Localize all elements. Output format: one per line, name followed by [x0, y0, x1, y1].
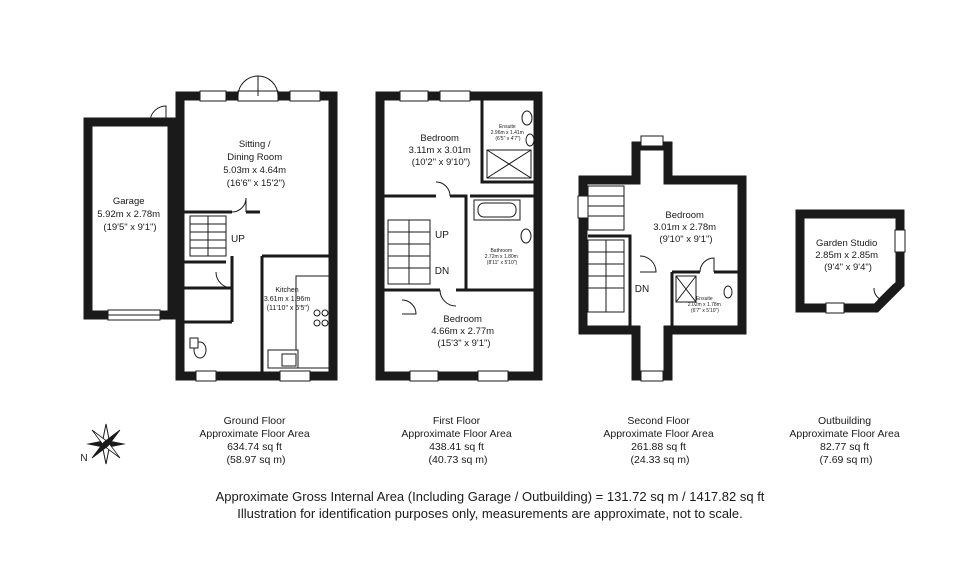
garage-imperial: (19'5" x 9'1") [103, 222, 157, 233]
second-sqft: 261.88 sq ft [631, 441, 686, 453]
first-bedroom1-label [409, 133, 474, 168]
ff-ensuite-imperial: (6'5" x 4'7") [495, 136, 521, 142]
ground-stairs [190, 216, 245, 256]
outbuilding-sqft: 82.77 sq ft [820, 441, 870, 453]
compass-rose-icon [86, 424, 126, 464]
first-floor-caption [401, 415, 514, 466]
garage-metric: 5.92m x 2.78m [97, 209, 161, 220]
studio-walls [800, 214, 900, 308]
gross-area-note: Approximate Gross Internal Area (Including Garage / Outbuilding) = 131.72 sq m / 1417.82 sq ft [215, 489, 765, 504]
sf-ensuite-metric: 2.02m x 1.78m [687, 302, 721, 308]
second-floor-plan [578, 136, 742, 381]
ff-bath-name: Bathroom [490, 248, 513, 254]
outbuilding-title: Outbuilding [817, 415, 872, 427]
ground-sqft: 634.74 sq ft [227, 441, 282, 453]
sf-bed-metric: 3.01m x 2.78m [653, 222, 717, 233]
sitting-name-2: Dining Room [227, 152, 283, 163]
outbuilding-area-label: Approximate Floor Area [789, 428, 900, 440]
ff-bed2-imperial: (15'3" x 9'1") [437, 338, 491, 349]
first-area-label: Approximate Floor Area [401, 428, 512, 440]
ground-sqm: (58.97 sq m) [226, 454, 286, 466]
outbuilding-caption [789, 415, 902, 466]
studio-metric: 2.85m x 2.85m [815, 250, 879, 261]
ff-bed1-metric: 3.11m x 3.01m [408, 145, 471, 156]
ff-ensuite-name: Ensuite [498, 124, 516, 130]
sitting-room-label [223, 139, 288, 189]
disclaimer-note: Illustration for identification purposes only, measurements are approximate, not to scale. [237, 506, 743, 521]
studio-imperial: (9'4" x 9'4") [824, 262, 872, 273]
first-sqm: (40.73 sq m) [428, 454, 488, 466]
ground-up-label: UP [231, 234, 245, 245]
kitchen-imperial: (11'10" x 6'5") [266, 305, 310, 312]
ff-bed2-metric: 4.66m x 2.77m [431, 326, 495, 337]
second-floor-caption [603, 415, 716, 466]
sf-ensuite-imperial: (6'7" x 5'10") [691, 308, 719, 314]
ground-title: Ground Floor [223, 415, 286, 427]
first-ensuite-label [491, 124, 525, 142]
sf-bed-imperial: (9'10" x 9'1") [659, 234, 713, 245]
kitchen-metric: 3.61m x 1.96m [263, 296, 311, 303]
studio-name: Garden Studio [816, 238, 878, 249]
sitting-name-1: Sitting / [238, 139, 271, 150]
sf-ensuite-name: Ensuite [695, 296, 713, 302]
second-stairs [588, 186, 649, 312]
ff-bed2-name: Bedroom [443, 314, 482, 325]
second-dn-label: DN [634, 284, 650, 295]
sitting-imperial: (16'6" x 15'2") [226, 178, 286, 189]
garage-name: Garage [112, 196, 145, 207]
ground-area-label: Approximate Floor Area [199, 428, 310, 440]
ff-bed1-imperial: (10'2" x 9'10") [411, 157, 471, 168]
ff-bath-metric: 2.72m x 1.80m [484, 254, 518, 260]
second-area-label: Approximate Floor Area [603, 428, 714, 440]
first-title: First Floor [432, 415, 481, 427]
second-title: Second Floor [627, 415, 690, 427]
first-sqft: 438.41 sq ft [429, 441, 484, 453]
studio-label [815, 238, 880, 273]
sitting-metric: 5.03m x 4.64m [223, 165, 287, 176]
ground-floor-caption [199, 415, 312, 466]
kitchen-name: Kitchen [275, 287, 299, 294]
outbuilding-sqm: (7.69 sq m) [819, 454, 873, 466]
first-up-label: UP [435, 230, 449, 241]
ff-bed1-name: Bedroom [420, 133, 459, 144]
second-sqm: (24.33 sq m) [630, 454, 690, 466]
second-floor-walls [583, 146, 742, 376]
garage-label [97, 196, 162, 233]
compass-north-label: N [80, 453, 88, 464]
first-bathroom-label [485, 248, 519, 266]
ff-bath-imperial: (8'11" x 5'10") [486, 260, 518, 266]
first-bedroom2-label [431, 314, 496, 349]
kitchen-counter [296, 276, 329, 368]
ff-ensuite-metric: 2.96m x 1.41m [490, 130, 524, 136]
sf-bed-name: Bedroom [665, 210, 704, 221]
first-dn-label: DN [434, 266, 450, 277]
first-stairs [388, 220, 449, 284]
second-bedroom-label [653, 210, 718, 245]
